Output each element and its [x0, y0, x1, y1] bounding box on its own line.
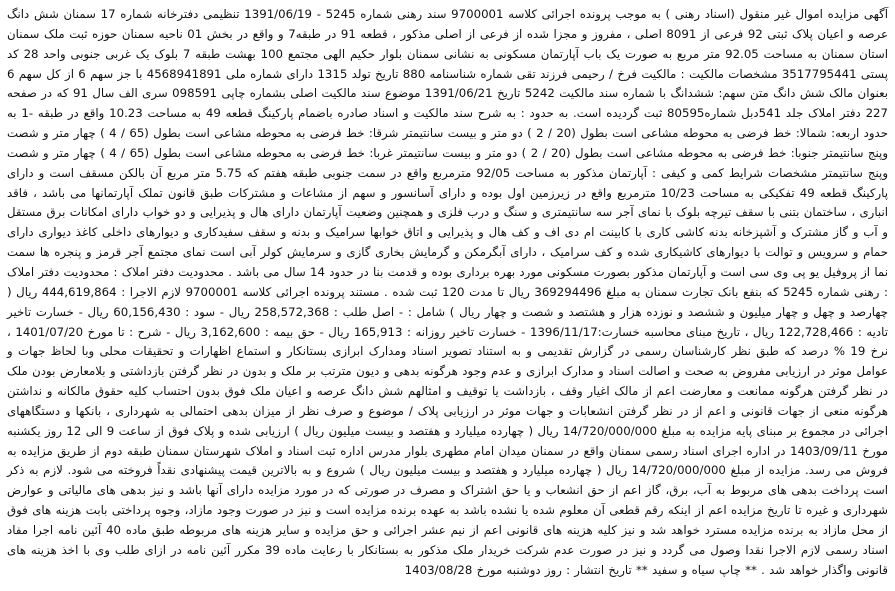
auction-notice-text: آگهی مزایده اموال غیر منقول (اسناد رهنی ) به موجب پرونده اجرائی کلاسه 9700001 سند رهنی شماره 5245 - 1391/06/19 تنظیمی دفترخانه شماره 17 سمنان شش دانگ عرصه و اعیان پلاک ثبتی 92 فرعی از 8091 اصلی ، مفروز و مجزا شده از فرعی از اصلی مذکور ، قطعه 91 در طبقه7 و واقع در بخش 01 ناحیه سمنان حوزه ثبت ملک سمنان استان سمنان به مساحت 92.05 متر مربع به صورت یک باب آپارتمان مسکونی به نشانی سمنان بلوار حکیم الهی مجتمع 100 بهشت طبقه 7 بلوک یک غربی جنوبی واحد 28 کد پستی 3517795441 مشخصات مالکیت : مالکیت فرخ / رحیمی فرزند تقی شماره شناسنامه 880 تاریخ تولد 1315 دارای شماره ملی 4568941891 با جز سهم 6 از کل سهم 6 بعنوان مالک شش دانگ متن سهم: ششدانگ با شماره سند مالکیت 5242 تاریخ 1391/06/21 موضوع سند مالکیت اصلی بشماره چاپی 098591 سری الف سال 91 که در صفحه 227 دفتر املاک جلد 541دبل شماره80595 ثبت گردیده است. به حدود : به شرح سند مالکیت و اسناد صادره باضمام پارکینگ قطعه 49 به مساحت 10.23 واقع در طبقه -1 به حدود اربعه: شمالا: خط فرضی به محوطه مشاعی است بطول (20 / 2 ) دو متر و بیست سانتیمتر شرقا: خط فرضی به محوطه مشاعی است بطول (65 / 4 ) چهار متر و شصت وپنج سانتیمتر جنوبا: خط فرضی به محوطه مشاعی است بطول (20 / 2 ) دو متر و بیست سانتیمتر غربا: خط فرضی به محوطه مشاعی است بطول (65 / 4 ) چهار متر و شصت وپنج سانتیمتر مشخصات شرایط کمی و کیفی : آپارتمان مذکور به مساحت 92/05 مترمربع واقع در سمت جنوبی طبقه هفتم که 5.75 متر مربع آن بالکن مسقف است و دارای پارکینگ قطعه 49 تفکیکی به مساحت 10/23 مترمربع واقع در زیرزمین اول بوده و دارای آسانسور و سهم از مشاعات و مشترکات طبق قانون تملک آپارتمانها می باشد ، فاقد انباری ، ساختمان بتنی با سقف تیرچه بلوک با نمای آجر سه سانتیمتری و سنگ و درب فلزی و همچنین وضعیت آپارتمان دارای هال و پذیرایی و دو خواب دارای امکانات برق مستقل و آب و گاز مشترک و آشپزخانه بدنه کاشی کاری با کابینت ام دی اف و کف هال و پذیرایی و اتاق خوابها سرامیک و بدنه و سقف سفیدکاری و دیوارهای داخلی کاغذ دیواری دارای حمام و سرویس و توالت با دیوارهای کاشیکاری شده و کف سرامیک ، دارای آبگرمکن و گرمایش بخاری گازی و سرمایش کولر آبی است نمای مجتمع آجر قرمز و پنجره ها سمت نما از پروفیل یو پی وی سی است و آپارتمان مذکور بصورت مسکونی مورد بهره برداری بوده و قدمت بنا در حدود 14 سال می باشد . محدودیت دفتر املاک : محدودیت دفتر املاک : رهنی شماره 5245 که بنفع بانک تجارت سمنان به مبلغ 369294496 ریال تا مدت 120 ثبت شده . مستند پرونده اجرائی کلاسه 9700001 لازم الاجرا : 444,619,864 ریال ( چهارصد و چهل و چهار میلیون و ششصد و نوزده هزار و هشتصد و شصت و چهار ریال ) شامل : - اصل طلب : 258,572,368 ریال - سود : 60,156,430 ریال - خسارت تاخیر تادیه : 122,728,466 ریال ، تاریخ مبنای محاسبه خسارت:1396/11/17 - خسارت تاخیر روزانه : 165,913 ریال - حق بیمه : 3,162,600 ریال - شرح : تا مورخ 1401/07/20 ، نرخ 19 % درصد که طبق نظر کارشناسان رسمی در گزارش تقدیمی و به استناد تصویر اسناد ومدارک ابرازی بستانکار و استماع اظهارات و تحقیقات محلی وبا لحاظ جهات و عوامل موثر در ارزیابی مفروض به صحت و اصالت اسناد و مدارک ابرازی و عدم وجود هرگونه بدهی و دیون مترتب بر ملک و بدون در نظر گرفتن بازداشتی و بلامعارض بودن ملک در نظر گرفتن هرگونه ممانعت و معارضت اعم از مالک اغیار وقف ، بازداشت یا توقیف و امثالهم شش دانگ عرصه و اعیان ملک فوق بدون احتساب کلیه حقوق مالکانه و نداشتن هرگونه منعی از جهات قانونی و اعم از در نظر گرفتن انشعابات و جهات موثر در ارزیابی پلاک / موضوع و صرف نظر از میزان بدهی احتمالی به شهرداری ، بانکها و دستگاههای اجرائی در مجموع بر مبنای پایه مزایده به مبلغ 14/720/000/000 ریال ( چهارده میلیارد و هفتصد و بیست میلیون ریال ) ارزیابی شده و پلاک فوق از ساعت 9 الی 12 روز یکشنبه مورخ 1403/09/11 در اداره اجرای اسناد رسمی سمنان واقع در سمنان میدان امام مطهری بلوار مدرس اداره ثبت اسناد و املاک شهرستان سمنان طبقه دوم از طریق مزایده به فروش می رسد. مزایده از مبلغ 14/720/000/000 ریال ( چهارده میلیارد و هفتصد و بیست میلیون ریال ) شروع و به بالاترین قیمت پیشنهادی نقداً فروخته می شود. لازم به ذکر است پرداخت بدهی های مربوط به آب، برق، گاز اعم از حق انشعاب و یا حق اشتراک و مصرف در صورتی که در مورد مزایده دارای آنها باشد و نیز بدهی های مالیاتی و عوارض شهرداری و غیره تا تاریخ مزایده اعم از اینکه رقم قطعی آن معلوم شده یا نشده باشد به عهده برنده مزایده است و نیز در صورت وجود مازاد، وجوه پرداختی بابت هزینه های فوق از محل مازاد به برنده مزایده مسترد خواهد شد و نیز کلیه هزینه های قانونی اعم از نیم عشر اجرائی و حق مزایده و سایر هزینه های مربوطه طبق ماده 40 آئین نامه اجرا مفاد اسناد رسمی لازم الاجرا نقدا وصول می گردد و نیز در صورت عدم شرکت خریدار ملک مذکور به بستانکار با رعایت ماده 39 مکرر آئین نامه در ازای طلب وی با اخذ هزینه های قانونی واگذار خواهد شد . ** چاپ سیاه و سفید ** تاریخ انتشار : روز دوشنبه مورخ 1403/08/28 — [7, 7, 889, 577]
